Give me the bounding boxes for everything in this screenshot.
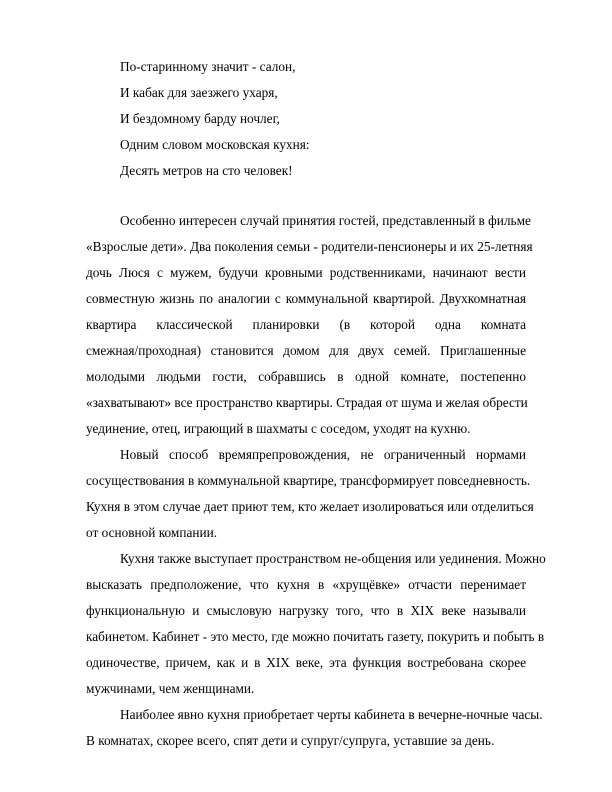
- paragraph-line: «Взрослые дети». Два поколения семьи - родители-пенсионеры и их 25-летняя: [86, 239, 533, 254]
- paragraph-line: «захватывают» все пространство квартиры. Страдая от шума и желая обрести: [86, 395, 528, 410]
- paragraph: [86, 442, 534, 546]
- paragraph: [86, 702, 543, 754]
- paragraph-line: Новый способ времяпрепровождения, не ограниченный нормами: [120, 447, 526, 462]
- body-text: [86, 208, 546, 754]
- paragraph-line: уединение, отец, играющий в шахматы с соседом, уходят на кухню.: [86, 421, 471, 436]
- poem-line: И бездомному барду ночлег,: [120, 111, 280, 126]
- paragraph-line: смежная/проходная) становится домом для двух семей. Приглашенные: [86, 343, 526, 358]
- paragraph-line: Кухня также выступает пространством не-общения или уединения. Можно: [120, 551, 546, 566]
- paragraph-line: мужчинами, чем женщинами.: [86, 681, 255, 696]
- poem-line: И кабак для заезжего ухаря,: [120, 85, 278, 100]
- paragraph-line: дочь Люся с мужем, будучи кровными родственниками, начинают вести: [86, 265, 526, 280]
- poem-line: Десять метров на сто человек!: [120, 163, 293, 178]
- paragraph-line: от основной компании.: [86, 525, 218, 540]
- paragraph-line: высказать предположение, что кухня в «хрущёвке» отчасти перенимает: [86, 577, 526, 592]
- paragraph-line: кабинетом. Кабинет - это место, где можно почитать газету, покурить и побыть в: [86, 629, 545, 644]
- paragraph-line: квартира классической планировки (в которой одна комната: [86, 317, 526, 332]
- paragraph-line: совместную жизнь по аналогии с коммунальной квартирой. Двухкомнатная: [86, 291, 526, 306]
- paragraph-line: сосуществования в коммунальной квартире, трансформирует повседневность.: [86, 473, 531, 488]
- paragraph-line: одиночестве, причем, как и в XIX веке, эта функция востребована скорее: [86, 655, 526, 670]
- poem-epigraph: [120, 54, 520, 184]
- paragraph-line: В комнатах, скорее всего, спят дети и супруг/супруга, уставшие за день.: [86, 733, 495, 748]
- paragraph-line: Кухня в этом случае дает приют тем, кто желает изолироваться или отделиться: [86, 499, 534, 514]
- paragraph-line: Наиболее явно кухня приобретает черты кабинета в вечерне-ночные часы.: [120, 707, 543, 722]
- paragraph-line: молодыми людьми гости, собравшись в одной комнате, постепенно: [86, 369, 526, 384]
- paragraph-line: функциональную и смысловую нагрузку того, что в XIX веке называли: [86, 603, 526, 618]
- paragraph: [86, 546, 546, 702]
- paragraph: [86, 208, 533, 442]
- poem-line: Одним словом московская кухня:: [120, 137, 310, 152]
- paragraph-line: Особенно интересен случай принятия гостей, представленный в фильме: [120, 213, 531, 228]
- poem-line: По-старинному значит - салон,: [120, 59, 296, 74]
